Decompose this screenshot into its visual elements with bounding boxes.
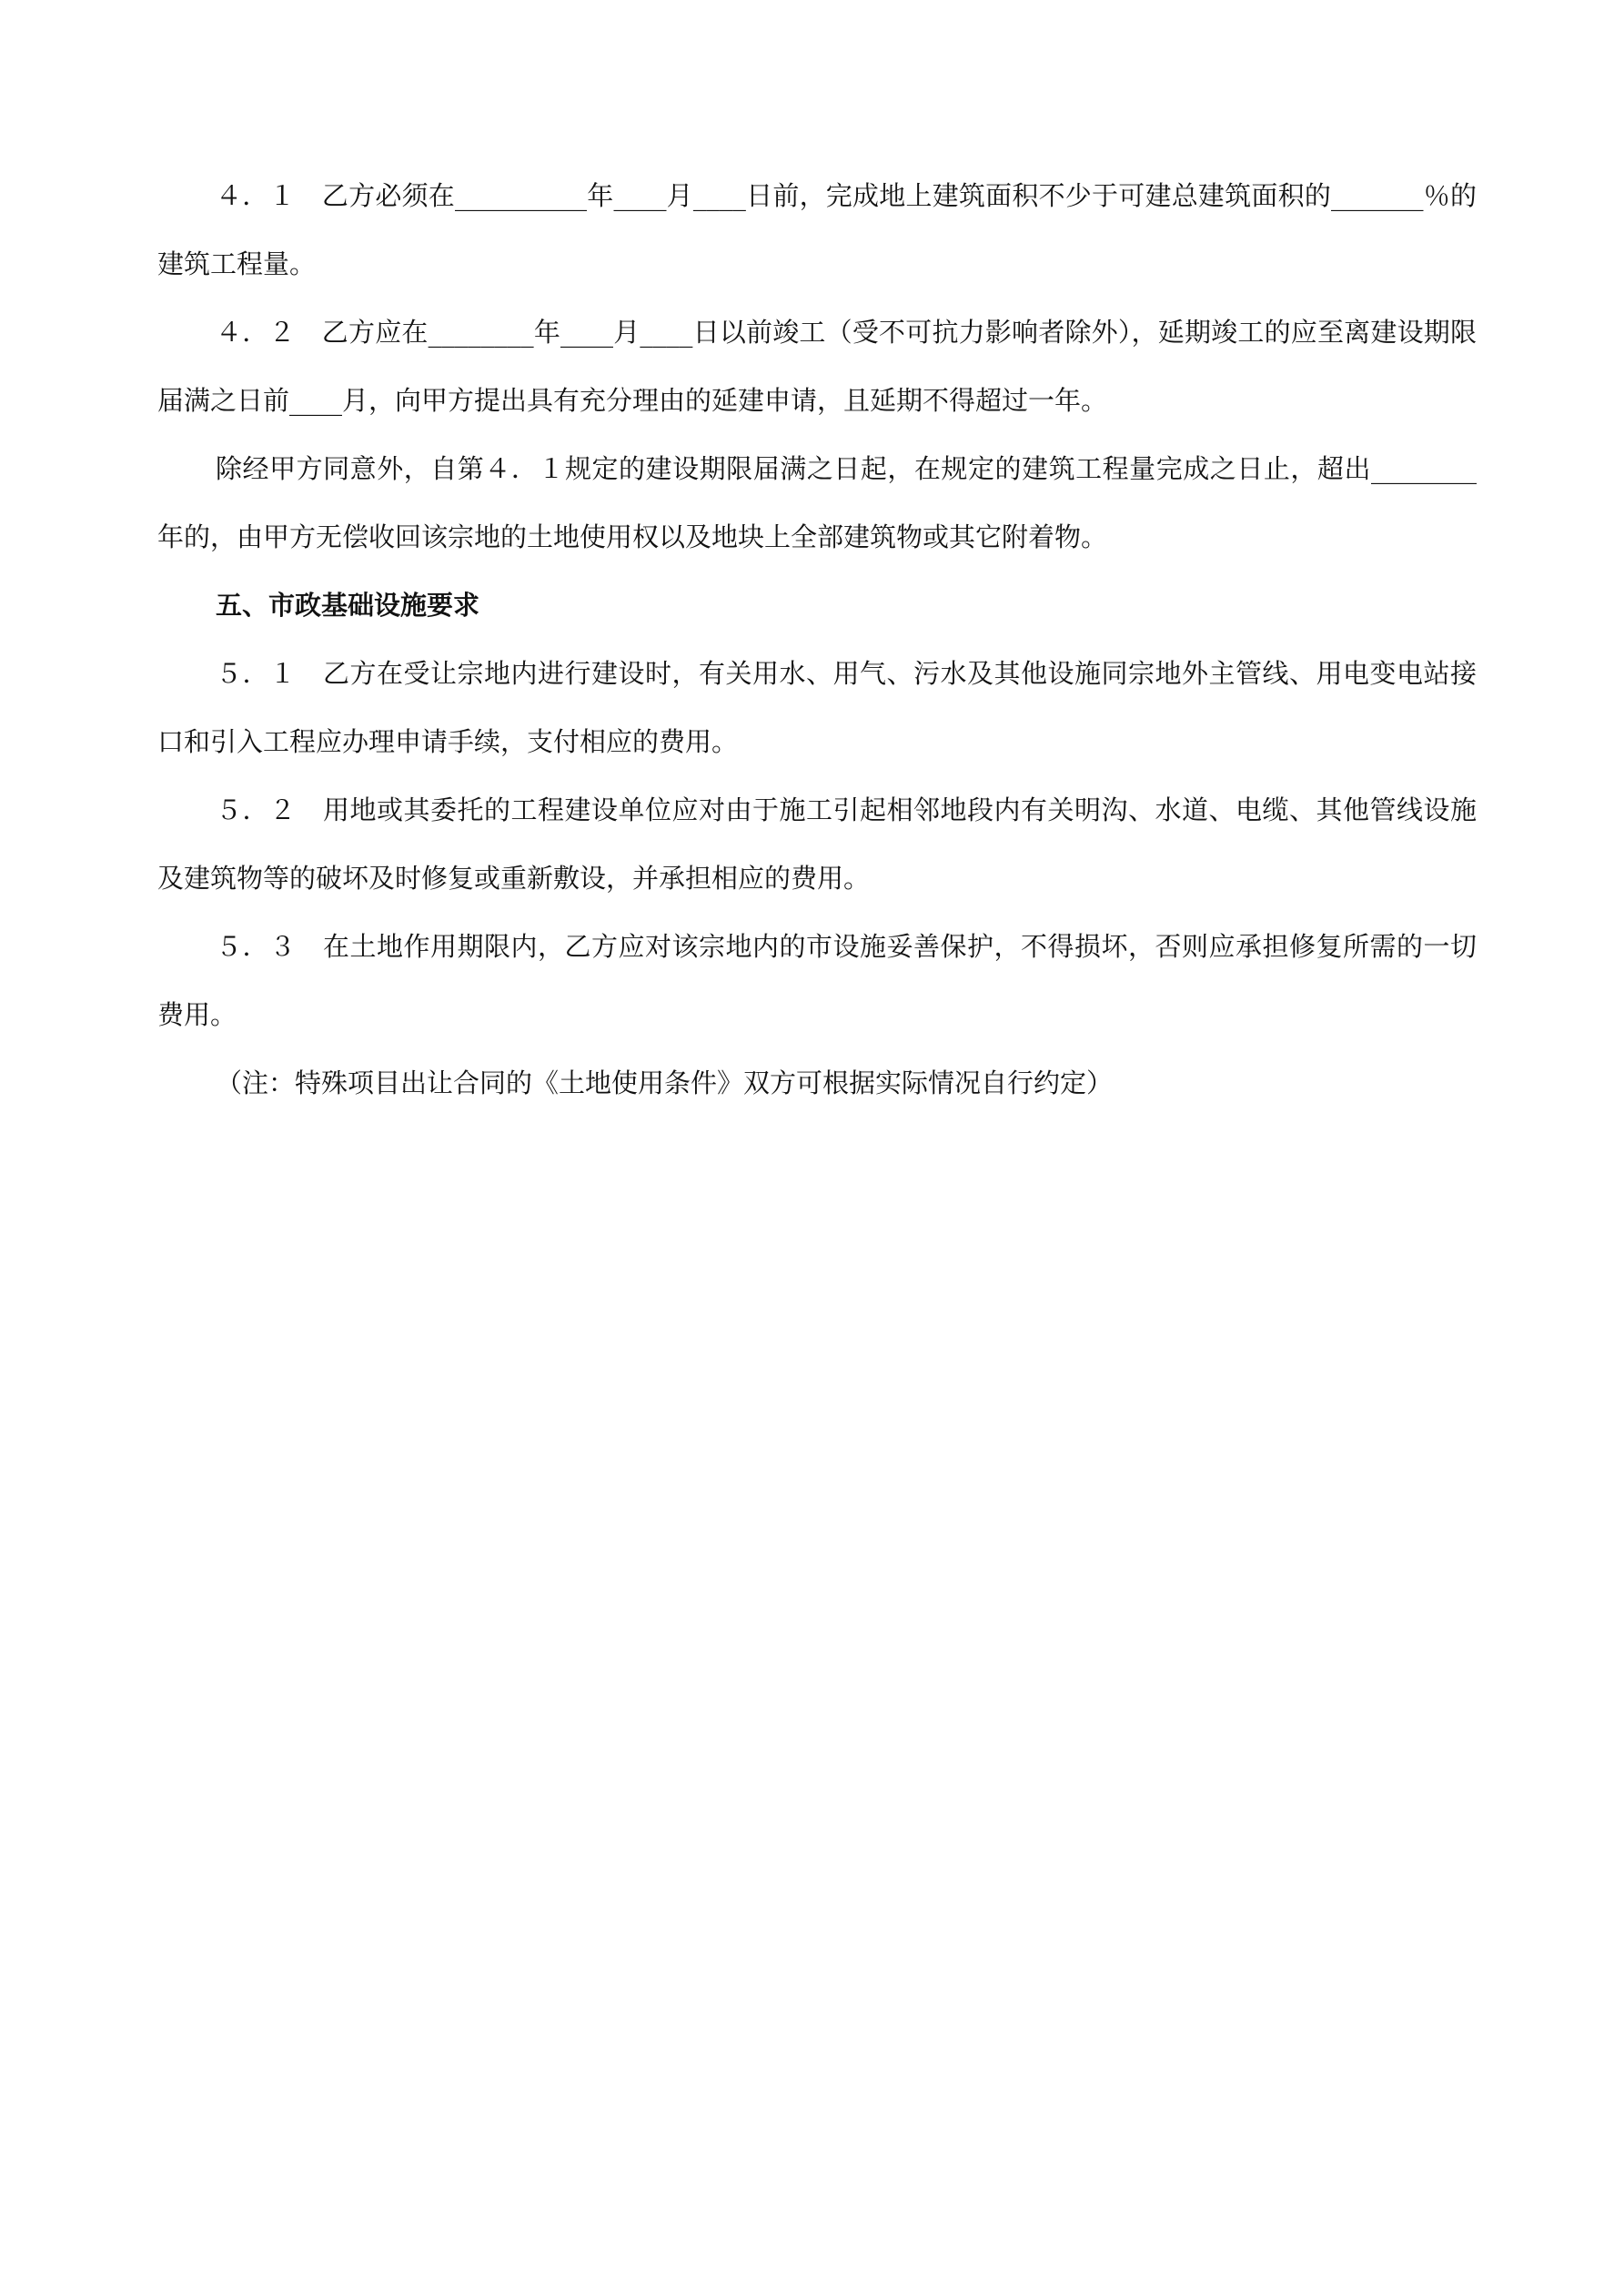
clause-5-1: ５．１ 乙方在受让宗地内进行建设时，有关用水、用气、污水及其他设施同宗地外主管线、用电变电站接口和引入工程应办理申请手续，支付相应的费用。 bbox=[157, 658, 1477, 757]
clause-4-extension: 除经甲方同意外，自第４．１规定的建设期限届满之日起，在规定的建筑工程量完成之日止，超出________年的，由甲方无偿收回该宗地的土地使用权以及地块上全部建筑物或其它附着物。 bbox=[157, 453, 1477, 552]
clause-5-2: ５．２ 用地或其委托的工程建设单位应对由于施工引起相邻地段内有关明沟、水道、电缆、其他管线设施及建筑物等的破坏及时修复或重新敷设，并承担相应的费用。 bbox=[157, 794, 1477, 894]
clause-4-1: ４．１ 乙方必须在__________年____月____日前，完成地上建筑面积不少于可建总建筑面积的_______％的建筑工程量。 bbox=[157, 180, 1477, 279]
clause-5-3: ５．３ 在土地作用期限内，乙方应对该宗地内的市设施妥善保护，不得损坏，否则应承担修复所需的一切费用。 bbox=[157, 931, 1477, 1030]
document-body bbox=[157, 162, 1477, 1118]
footnote: （注：特殊项目出让合同的《土地使用条件》双方可根据实际情况自行约定） bbox=[216, 1067, 1114, 1098]
clause-4-2: ４．２ 乙方应在________年____月____日以前竣工（受不可抗力影响者除外），延期竣工的应至离建设期限届满之日前____月，向甲方提出具有充分理由的延建申请，且延期不得超过一年。 bbox=[157, 317, 1477, 416]
section-5-heading: 五、市政基础设施要求 bbox=[216, 590, 480, 621]
